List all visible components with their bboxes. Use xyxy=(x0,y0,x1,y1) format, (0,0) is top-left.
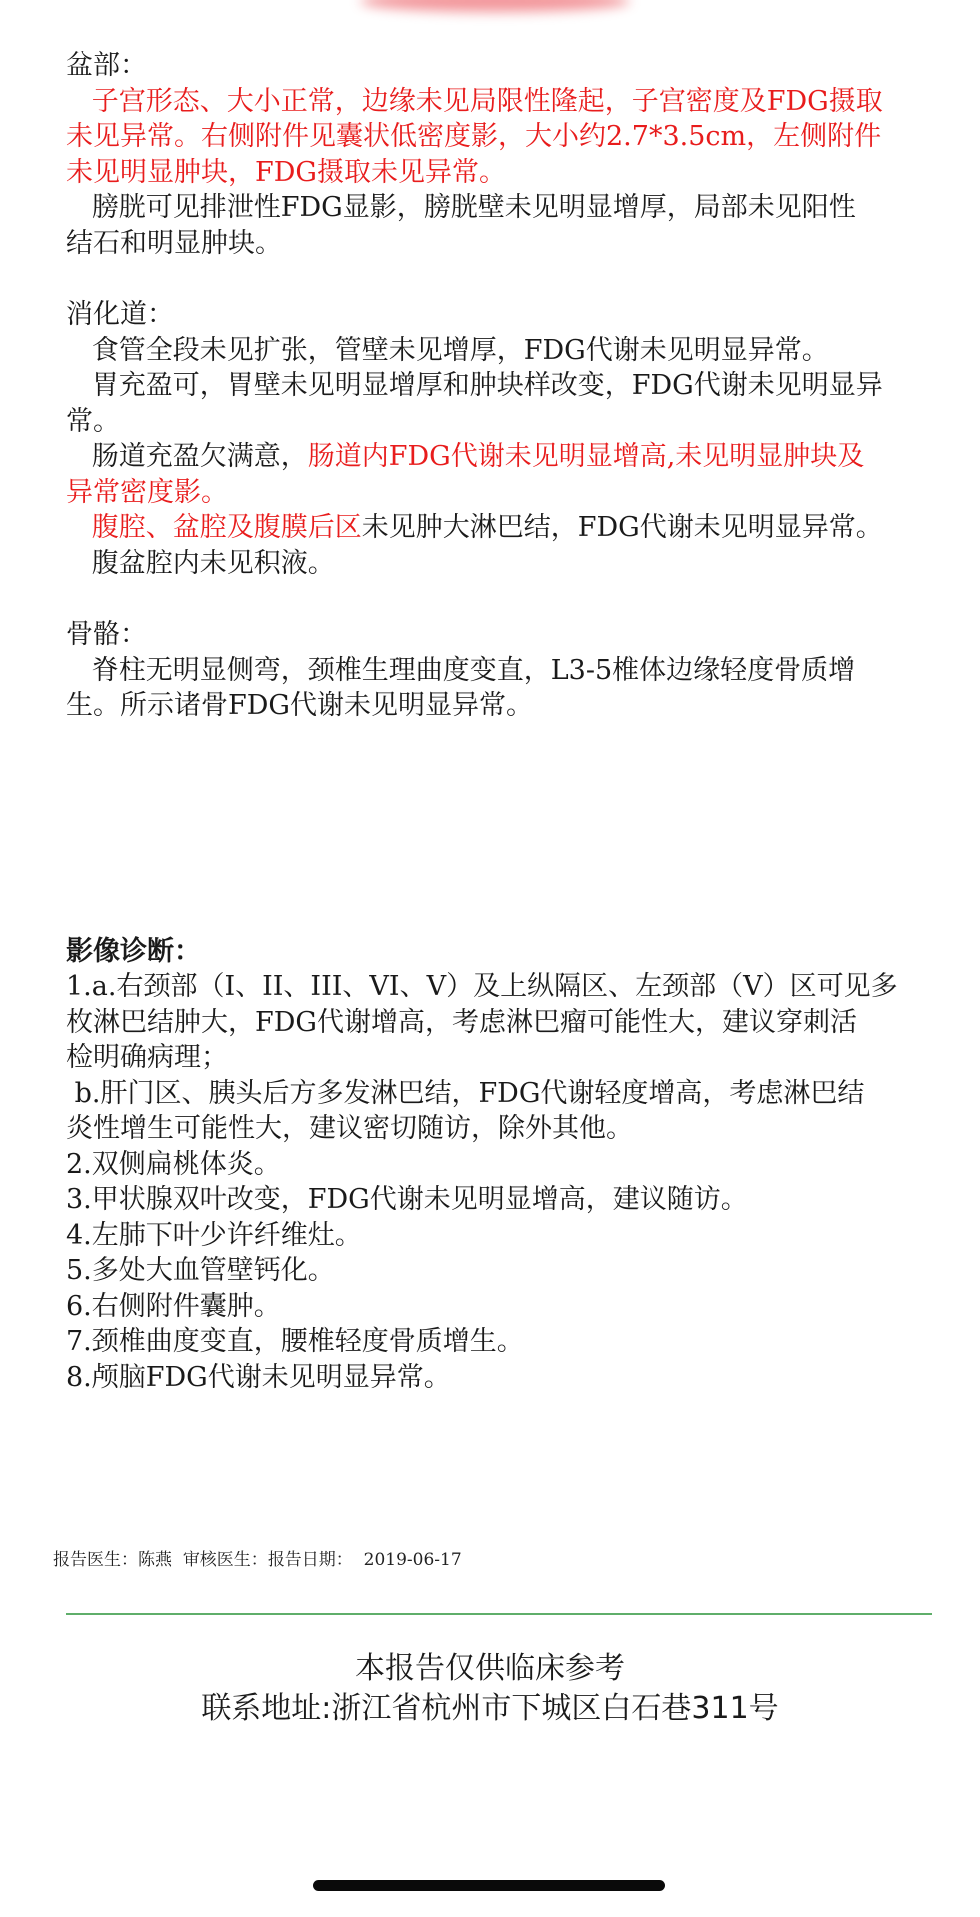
pelvis-heading: 盆部： xyxy=(66,50,147,81)
diagnosis-line: 2.双侧扁桃体炎。 xyxy=(66,1148,281,1180)
bone-line: 脊柱无明显侧弯，颈椎生理曲度变直，L3-5椎体边缘轻度骨质增 xyxy=(66,654,856,686)
diagnosis-line: 6.右侧附件囊肿。 xyxy=(66,1290,281,1322)
diagnosis-line: b.肝门区、胰头后方多发淋巴结，FDG代谢轻度增高，考虑淋巴结 xyxy=(66,1077,865,1109)
contact-address: 联系地址:浙江省杭州市下城区白石巷311号 xyxy=(201,1691,779,1726)
intestine-highlight: 肠道内FDG代谢未见明显增高,未见明显肿块及 xyxy=(307,441,865,472)
uterus-line: 未见明显肿块，FDG摄取未见异常。 xyxy=(66,156,506,188)
stomach-line: 常。 xyxy=(66,405,120,437)
bladder-line: 膀胱可见排泄性FDG显影，膀胱壁未见明显增厚，局部未见阳性 xyxy=(66,192,856,223)
intestine-prefix: 肠道充盈欠满意， xyxy=(66,441,308,472)
redacted-header-smear xyxy=(360,0,630,12)
report-date: 2019-06-17 xyxy=(363,1550,462,1570)
bladder-line: 结石和明显肿块。 xyxy=(66,227,282,259)
diagnosis-line: 8.颅脑FDG代谢未见明显异常。 xyxy=(66,1361,451,1393)
diagnosis-line: 检明确病理； xyxy=(66,1042,228,1073)
diagnosis-line: 枚淋巴结肿大，FDG代谢增高，考虑淋巴瘤可能性大，建议穿刺活 xyxy=(66,1006,857,1038)
diagnosis-line: 5.多处大血管壁钙化。 xyxy=(66,1255,335,1286)
home-indicator[interactable] xyxy=(313,1880,665,1891)
diagnosis-line: 3.甲状腺双叶改变，FDG代谢未见明显增高，建议随访。 xyxy=(66,1184,748,1215)
review-doctor-label: 审核医生： xyxy=(182,1550,268,1570)
uterus-line: 子宫形态、大小正常，边缘未见局限性隆起，子宫密度及FDG摄取 xyxy=(66,85,883,117)
report-body xyxy=(66,48,962,1395)
report-date-label: 报告日期： xyxy=(267,1550,353,1570)
bone-line: 生。所示诸骨FDG代谢未见明显异常。 xyxy=(66,690,533,721)
intestine-line xyxy=(66,439,962,475)
report-doctor-label: 报告医生： xyxy=(53,1550,138,1570)
report-doctor: 陈燕 xyxy=(138,1550,172,1570)
stomach-line: 胃充盈可，胃壁未见明显增厚和肿块样改变，FDG代谢未见明显异 xyxy=(66,370,883,401)
cavity-highlight: 腹腔、盆腔及腹膜后区 xyxy=(66,512,362,543)
fluid-line: 腹盆腔内未见积液。 xyxy=(66,547,335,579)
diagnosis-title: 影像诊断： xyxy=(66,935,201,967)
diagnosis-line: 炎性增生可能性大，建议密切随访，除外其他。 xyxy=(66,1113,633,1144)
digestive-heading: 消化道： xyxy=(66,299,174,330)
bone-heading: 骨骼： xyxy=(66,619,147,650)
footer-divider xyxy=(66,1613,932,1615)
intestine-highlight-cont: 异常密度影。 xyxy=(66,476,228,508)
diagnosis-line: 4.左肺下叶少许纤维灶。 xyxy=(66,1219,362,1251)
clinical-reference-notice: 本报告仅供临床参考 xyxy=(355,1651,625,1686)
esophagus-line: 食管全段未见扩张，管壁未见增厚，FDG代谢未见明显异常。 xyxy=(66,334,829,366)
uterus-line: 未见异常。右侧附件见囊状低密度影，大小约2.7*3.5cm，左侧附件 xyxy=(66,121,882,152)
report-signature-line xyxy=(53,1545,462,1570)
diagnosis-line: 1.a.右颈部（I、II、III、VI、V）及上纵隔区、左颈部（V）区可见多 xyxy=(66,971,898,1002)
cavity-rest: 未见肿大淋巴结，FDG代谢未见明显异常。 xyxy=(361,512,883,543)
diagnosis-line: 7.颈椎曲度变直，腰椎轻度骨质增生。 xyxy=(66,1326,524,1357)
cavity-line xyxy=(66,510,962,546)
